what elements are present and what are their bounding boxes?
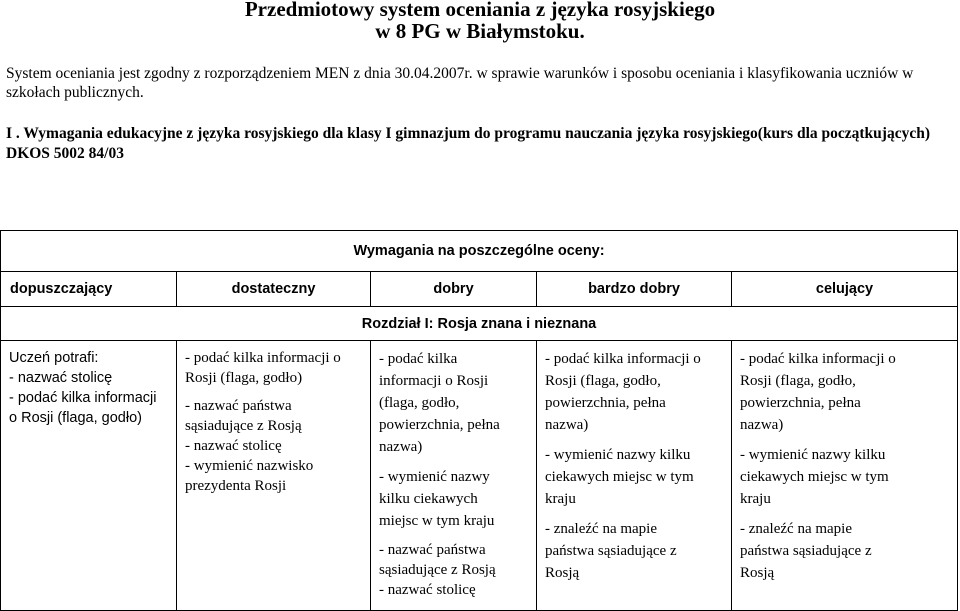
- requirements-cell-dobry: [371, 341, 537, 611]
- requirements-table: [0, 230, 958, 611]
- grade-dopuszczajacy: dopuszczający: [1, 272, 177, 307]
- requirement-block: - wymienić nazwy kilku ciekawych miejsc w tym kraju: [545, 447, 694, 507]
- requirement-block: - podać kilka informacji o Rosji (flaga, godło, powierzchnia, pełna nazwa): [379, 351, 500, 455]
- document-title-line1: Przedmiotowy system oceniania z języka rosyjskiego: [244, 0, 716, 21]
- requirement-block: Uczeń potrafi: - nazwać stolicę - podać kilka informacji o Rosji (flaga, godło): [9, 350, 157, 426]
- requirement-block: - nazwać państwa sąsiadujące z Rosją - nazwać stolicę - wymienić nazwisko prezydenta Rosji: [185, 398, 314, 494]
- requirements-cell-dostateczny: [177, 341, 371, 611]
- requirements-cell-celujacy: [732, 341, 958, 611]
- requirement-block: - znaleźć na mapie państwa sąsiadujące z Rosją: [545, 521, 677, 581]
- requirement-block: - wymienić nazwy kilku ciekawych miejsc w tym kraju: [379, 469, 495, 529]
- grade-dostateczny: dostateczny: [177, 272, 371, 307]
- requirement-block: - podać kilka informacji o Rosji (flaga, godło, powierzchnia, pełna nazwa): [545, 351, 701, 433]
- grade-bardzo-dobry: bardzo dobry: [537, 272, 732, 307]
- requirements-cell-dopuszczajacy: [1, 341, 177, 611]
- requirement-block: - podać kilka informacji o Rosji (flaga, godło): [185, 350, 341, 386]
- grade-celujacy: celujący: [732, 272, 958, 307]
- document-title-line2: w 8 PG w Białymstoku.: [375, 19, 585, 43]
- intro-paragraph: System oceniania jest zgodny z rozporządzeniem MEN z dnia 30.04.2007r. w sprawie warunków i sposobu oceniania i klasyfikowania uczniów w szkołach publicznych.: [6, 65, 914, 101]
- table-header: Wymagania na poszczególne oceny:: [1, 231, 958, 272]
- grade-dobry: dobry: [371, 272, 537, 307]
- chapter-title: Rozdział I: Rosja znana i nieznana: [1, 307, 958, 341]
- requirements-cell-bardzo-dobry: [537, 341, 732, 611]
- requirement-block: - nazwać państwa sąsiadujące z Rosją - nazwać stolicę: [379, 542, 496, 598]
- requirement-block: - wymienić nazwy kilku ciekawych miejsc w tym kraju: [740, 447, 889, 507]
- requirement-block: - podać kilka informacji o Rosji (flaga, godło, powierzchnia, pełna nazwa): [740, 351, 896, 433]
- section-heading: I . Wymagania edukacyjne z języka rosyjskiego dla klasy I gimnazjum do programu nauczania języka rosyjskiego(kurs dla początkujących) DKOS 5002 84/03: [6, 125, 931, 162]
- requirement-block: - znaleźć na mapie państwa sąsiadujące z Rosją: [740, 521, 872, 581]
